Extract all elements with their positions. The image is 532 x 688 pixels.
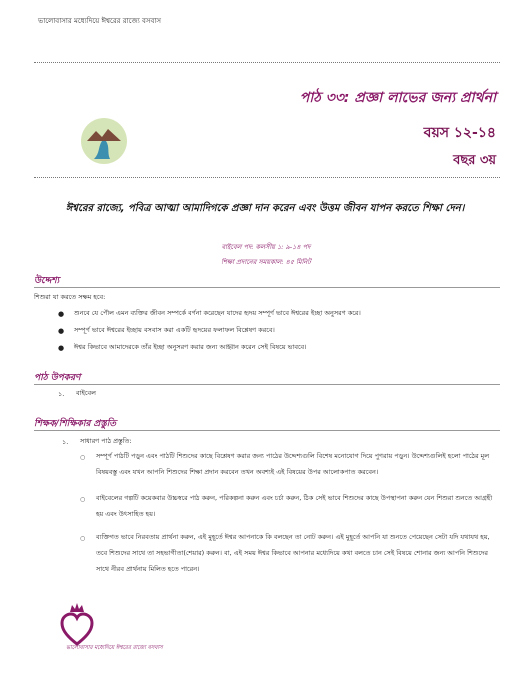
circle-bullet-icon: ○ [80,496,86,503]
title-divider [34,177,500,178]
top-divider [34,62,500,63]
circle-bullet-icon: ○ [80,535,86,542]
crown-heart-logo-icon [60,602,94,648]
bullet-icon: ● [58,310,65,318]
lesson-title: পাঠ ৩৩: প্রজ্ঞা লাভের জন্য প্রার্থনা [299,90,496,106]
lesson-duration: শিক্ষা প্রদানের সময়কাল: ৪৫ মিনিট [221,258,311,266]
running-header: ভালোবাসার মধ্যেদিয়ে ঈশ্বরের রাজ্যে বসবাস [38,17,162,25]
list-item: বাইবেল [76,389,96,397]
list-item: শুনবে যে পৌল এমন ব্যক্তির জীবন সম্পর্কে বর্ণনা করেছেন যাদের হৃদয় সম্পূর্ণ ভাবে ঈশ্বরের ইচ্ছা অনুসরণ করে। [74,309,361,317]
preparation-rule [34,430,500,431]
age-range: বয়স ১২-১৪ [423,125,496,141]
materials-rule [34,384,500,385]
list-item: ঈশ্বর কিভাবে আমাদেরকে তাঁর ইচ্ছা অনুসরণ করার জন্য আহ্বান করেন সেই বিষয়ে ভাববে। [74,343,307,351]
list-item: সম্পূর্ণ পাঠটি পড়ুন এবং পাঠটি শিশুদের কাছে বিশ্লেষণ করার জন্য পাঠের উদ্দেশ্যগুলি বিশেষ মনোযোগ দিয়ে পুণরায় পড়ুন। উদ্দেশ্যগুলিই হলো পাঠের মূল বিষয়বস্তু এবং যখন আপনি শিশুদের শিক্ষা প্রদান করবেন তখন অবশ্যই এই বিষয়ের উপর আলোকপাত করবেন। [96,452,490,476]
list-number: ১. [58,390,65,398]
preparation-heading: শিক্ষক/শিক্ষিকার প্রস্তুতি [34,419,117,429]
list-item: ব্যক্তিগত ভাবে নিরবতায় প্রার্থনা করুন, এই মুহূর্তে ঈশ্বর আপনাকে কি বলছেন তা নোট করুন। এই মুহূর্তে আপনি যা শুনতে পেয়েছেন সেটা যদি যথাযথ হয়, তবে শিশুদের সাথে তা সহভাগীতা(শেয়ার) করুন। বা, এই সময় ঈশ্বর কিভাবে আপনার মধ্যেদিয়ে কথা বলতে চান সেই বিষয়ে শোনার জন্য আপনি শিশুদের সাথে নীরব প্রার্থনায় মিলিত হতে পারেন। [96,533,490,573]
circle-bullet-icon: ○ [80,454,86,461]
objectives-rule [34,287,500,288]
footer-text: ভালোবাসার মধ্যেদিয়ে ঈশ্বরের রাজ্যে বসবাস [66,645,163,651]
year-label: বছর ৩য় [453,153,496,168]
objectives-heading: উদ্দেশ্য [34,276,60,286]
list-item: বাইবেলের গল্পটি কয়েকবার উচ্চস্বরে পাঠ করুন, পরিকল্পনা করুন এবং চর্চা করুন, ঠিক সেই ভাবে শিশুদের কাছে উপস্থাপনা করুন যেন শিশুরা শুনতে আগ্রহী হয় এবং উৎসাহিত হয়। [96,494,493,518]
bible-reference: বাইবেল পদ: কলসীয় ১: ৯-১৪ পদ [221,243,311,251]
bullet-icon: ● [58,327,65,335]
bullet-icon: ● [58,344,65,352]
list-number: ১. [62,438,69,446]
materials-heading: পাঠ উপকরণ [34,373,81,383]
lesson-summary: ঈশ্বরের রাজ্যে, পবিত্র আত্মা আমাদিগকে প্রজ্ঞা দান করেন এবং উত্তম জীবন যাপন করতে শিক্ষা দেন। [65,203,465,214]
list-item: সম্পূর্ণ ভাবে ঈশ্বরের ইচ্ছায় বসবাস করা একটি হৃদয়ের ফলাফল বিশ্লেষণ করবে। [74,326,275,334]
objectives-intro: শিশুরা যা করতে সক্ষম হবে: [34,293,106,301]
preparation-intro: সাধারণ পাঠ প্রস্তুতি: [80,437,132,445]
mountain-logo-icon [80,117,128,165]
